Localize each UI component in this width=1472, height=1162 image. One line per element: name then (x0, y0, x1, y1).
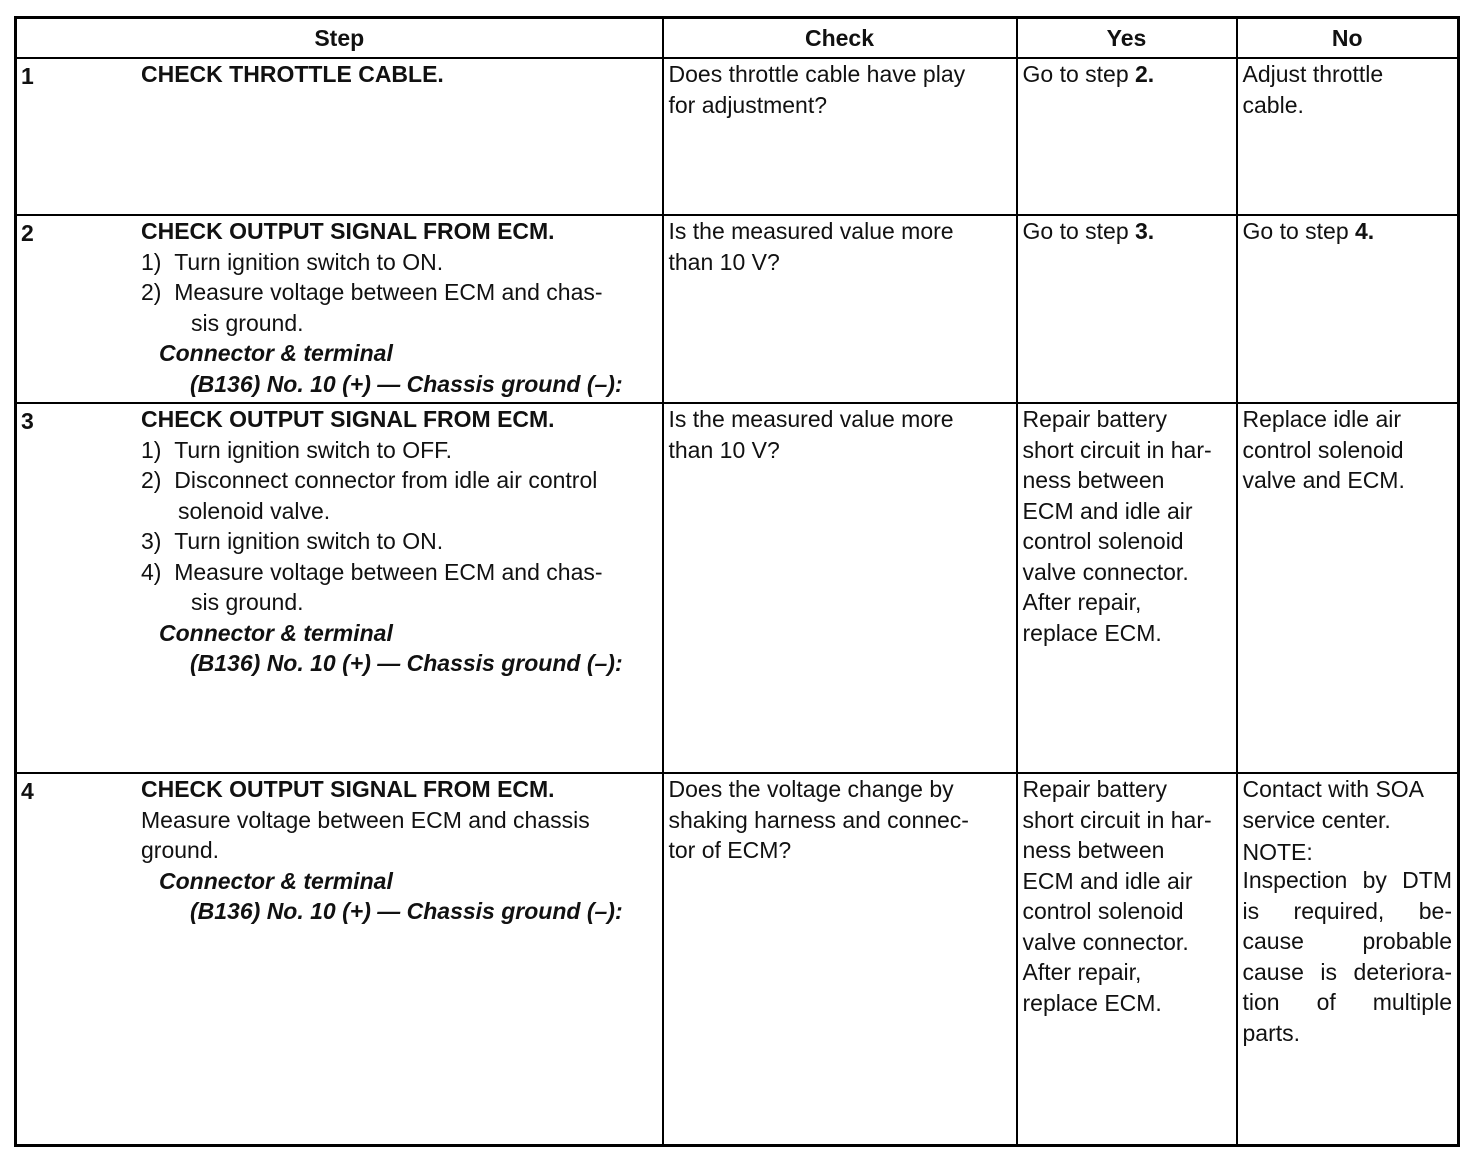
step-cell (16, 773, 663, 1146)
no-text: valve and ECM. (1242, 467, 1405, 493)
header-row (16, 18, 1459, 59)
note-text: Inspection by DTM (1242, 867, 1452, 893)
connector-title: Connector & terminal (159, 340, 393, 366)
yes-text: Repair battery (1022, 406, 1167, 432)
note-text: cause probable (1242, 928, 1452, 954)
check-text: Is the measured value more (668, 406, 954, 432)
connector-terminal: (B136) No. 10 (+) — Chassis ground (–): (190, 650, 623, 676)
check-cell (663, 773, 1017, 1146)
no-text: Go to step (1242, 218, 1356, 244)
note-text: is required, be- (1242, 897, 1452, 924)
header-check: Check (663, 18, 1017, 59)
step-cell (16, 58, 663, 215)
check-text: than 10 V? (668, 436, 780, 463)
no-text: cable. (1242, 91, 1304, 118)
check-text: Does throttle cable have play (668, 61, 966, 87)
procedure-item: 4) Measure voltage between ECM and chas- sis ground. (141, 558, 603, 615)
check-text: tor of ECM? (668, 837, 792, 863)
table-row (16, 58, 1459, 215)
yes-cell (1017, 403, 1237, 773)
note-text: parts. (1242, 1019, 1301, 1046)
header-no: No (1237, 18, 1459, 59)
procedure-item: 2) Measure voltage between ECM and chas- sis ground. (141, 279, 603, 336)
check-cell (663, 403, 1017, 773)
yes-text: Go to step (1022, 61, 1136, 87)
step-cell (16, 403, 663, 773)
check-cell (663, 215, 1017, 403)
step-title: CHECK OUTPUT SIGNAL FROM ECM. (141, 776, 555, 802)
no-cell (1237, 58, 1459, 215)
yes-text: Go to step (1022, 218, 1136, 244)
yes-text: replace ECM. (1022, 619, 1162, 646)
check-text: Does the voltage change by (668, 776, 954, 802)
yes-text: ECM and idle air (1022, 867, 1193, 894)
step-cell (16, 215, 663, 403)
yes-cell (1017, 773, 1237, 1146)
no-step-ref: 4. (1355, 218, 1375, 244)
check-cell (663, 58, 1017, 215)
yes-text: control solenoid (1022, 528, 1184, 554)
no-cell (1237, 773, 1459, 1146)
no-text: Adjust throttle (1242, 61, 1384, 87)
procedure-item: 1) Turn ignition switch to OFF. (141, 436, 453, 463)
yes-text: After repair, (1022, 959, 1142, 985)
step-title: CHECK THROTTLE CABLE. (141, 61, 444, 87)
diagnostic-table (14, 16, 1460, 1147)
step-number: 2 (21, 220, 34, 246)
no-text: Contact with SOA (1242, 776, 1425, 802)
table-row (16, 773, 1459, 1146)
yes-text: control solenoid (1022, 898, 1184, 924)
step-number: 4 (21, 778, 34, 804)
procedure-text: ground. (141, 837, 220, 863)
procedure-text: Measure voltage between ECM and chassis (141, 806, 590, 833)
yes-step-ref: 3. (1135, 218, 1155, 244)
yes-cell (1017, 58, 1237, 215)
check-text: than 10 V? (668, 248, 780, 275)
check-text: shaking harness and connec- (668, 806, 969, 833)
yes-step-ref: 2. (1135, 61, 1155, 87)
yes-text: valve connector. (1022, 558, 1189, 585)
connector-title: Connector & terminal (159, 619, 393, 646)
yes-text: short circuit in har- (1022, 806, 1212, 833)
table-row (16, 403, 1459, 773)
note-heading: NOTE: (1242, 839, 1313, 865)
step-title: CHECK OUTPUT SIGNAL FROM ECM. (141, 218, 555, 244)
no-text: Replace idle air (1242, 406, 1402, 432)
header-step: Step (16, 18, 663, 59)
header-yes: Yes (1017, 18, 1237, 59)
no-text: service center. (1242, 806, 1391, 833)
yes-text: ECM and idle air (1022, 497, 1193, 524)
yes-text: Repair battery (1022, 776, 1167, 802)
table-row (16, 215, 1459, 403)
connector-title: Connector & terminal (159, 867, 393, 894)
no-cell (1237, 215, 1459, 403)
yes-text: replace ECM. (1022, 989, 1162, 1016)
yes-text: ness between (1022, 837, 1165, 863)
no-cell (1237, 403, 1459, 773)
yes-cell (1017, 215, 1237, 403)
note-text: cause is deteriora- (1242, 958, 1452, 985)
step-number: 3 (21, 408, 34, 434)
yes-text: valve connector. (1022, 928, 1189, 955)
yes-text: ness between (1022, 467, 1165, 493)
step-number: 1 (21, 63, 34, 89)
yes-text: short circuit in har- (1022, 436, 1212, 463)
procedure-item: 2) Disconnect connector from idle air control solenoid valve. (141, 467, 598, 524)
no-text: control solenoid (1242, 436, 1404, 463)
check-text: Is the measured value more (668, 218, 954, 244)
step-title: CHECK OUTPUT SIGNAL FROM ECM. (141, 406, 555, 432)
check-text: for adjustment? (668, 91, 828, 118)
connector-terminal: (B136) No. 10 (+) — Chassis ground (–): (190, 898, 623, 924)
procedure-item: 3) Turn ignition switch to ON. (141, 528, 444, 554)
connector-terminal: (B136) No. 10 (+) — Chassis ground (–): (190, 370, 623, 397)
yes-text: After repair, (1022, 589, 1142, 615)
procedure-item: 1) Turn ignition switch to ON. (141, 248, 444, 275)
note-text: tion of multiple (1242, 989, 1452, 1015)
